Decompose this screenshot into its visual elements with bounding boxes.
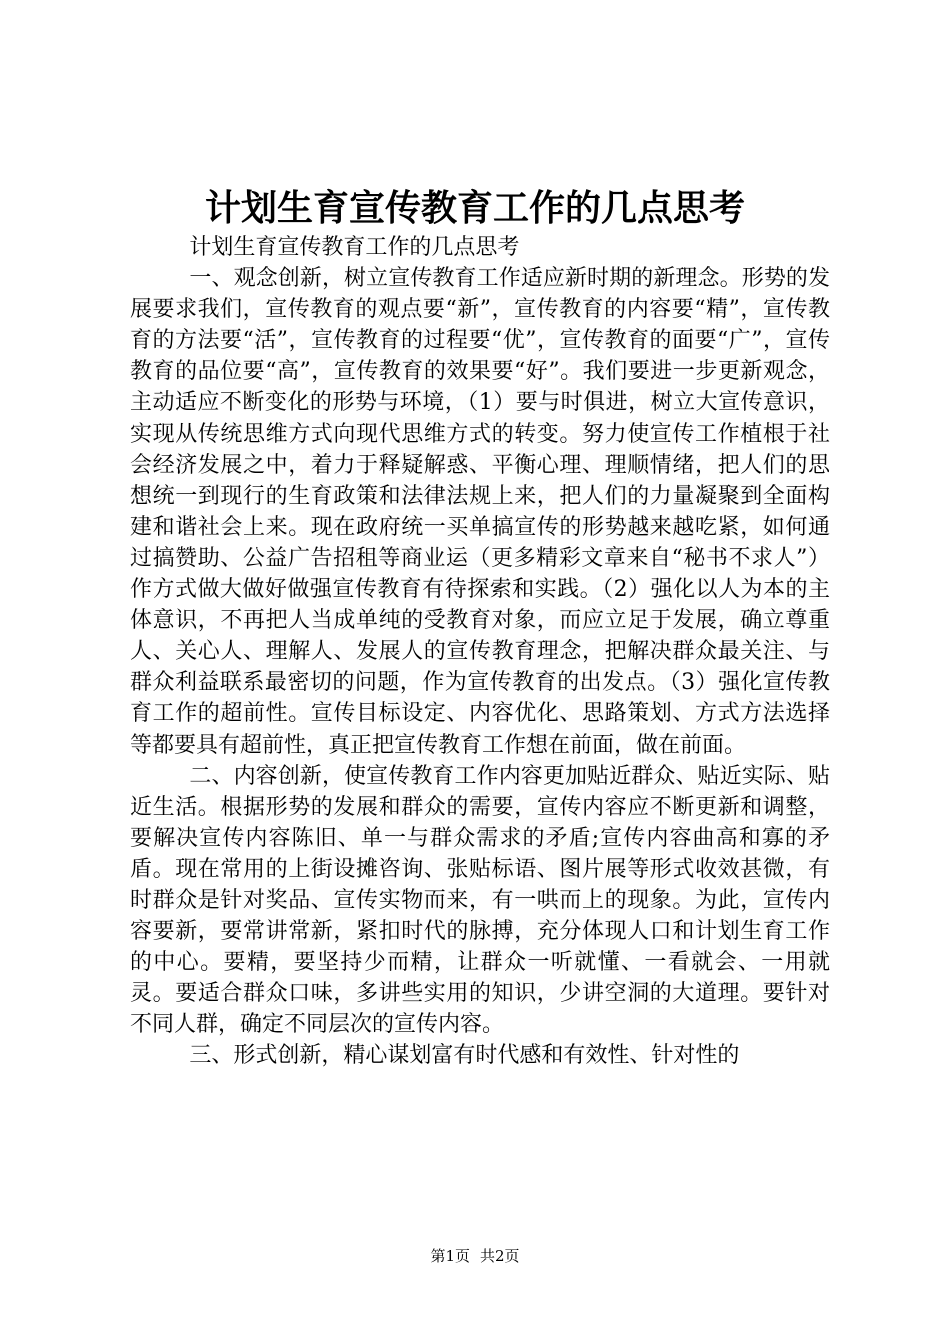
section-2-paragraph: 二、内容创新，使宣传教育工作内容更加贴近群众、贴近实际、贴近生活。根据形势的发展和群众的需要，宣传内容应不断更新和调整，要解决宣传内容陈旧、单一与群众需求的矛盾;宣传内容曲高和寡的矛盾。现在常用的上街设摊咨询、张贴标语、图片展等形式收效甚微，有时群众是针对奖品、宣传实物而来，有一哄而上的现象。为此，宣传内容要新，要常讲常新，紧扣时代的脉搏，充分体现人口和计划生育工作的中心。要精，要坚持少而精，让群众一听就懂、一看就会、一用就灵。要适合群众口味，多讲些实用的知识，少讲空洞的大道理。要针对不同人群，确定不同层次的宣传内容。 bbox=[130, 763, 830, 1038]
document-title: 计划生育宣传教育工作的几点思考 bbox=[204, 187, 745, 229]
section-3-paragraph: 三、形式创新，精心谋划富有时代感和有效性、针对性的 bbox=[189, 1043, 740, 1069]
page-number: 第1页 bbox=[430, 1247, 470, 1265]
document-body bbox=[130, 232, 830, 1072]
subtitle-paragraph: 计划生育宣传教育工作的几点思考 bbox=[189, 235, 520, 260]
page-footer bbox=[0, 1246, 950, 1266]
page-total: 共2页 bbox=[480, 1247, 520, 1265]
section-1-paragraph: 一、观念创新，树立宣传教育工作适应新时期的新理念。形势的发展要求我们，宣传教育的观点要“新”，宣传教育的内容要“精”，宣传教育的方法要“活”，宣传教育的过程要“优”，宣传教育的面要“广”，宣传教育的品位要“高”，宣传教育的效果要“好”。我们要进一步更新观念，主动适应不断变化的形势与环境，（1）要与时俱进，树立大宣传意识，实现从传统思维方式向现代思维方式的转变。努力使宣传工作植根于社会经济发展之中，着力于释疑解惑、平衡心理、理顺情绪，把人们的思想统一到现行的生育政策和法律法规上来，把人们的力量凝聚到全面构建和谐社会上来。现在政府统一买单搞宣传的形势越来越吃紧，如何通过搞赞助、公益广告招租等商业运（更多精彩文章来自“秘书不求人”）作方式做大做好做强宣传教育有待探索和实践。（2）强化以人为本的主体意识，不再把人当成单纯的受教育对象，而应立足于发展，确立尊重人、关心人、理解人、发展人的宣传教育理念，把解决群众最关注、与群众利益联系最密切的问题，作为宣传教育的出发点。（3）强化宣传教育工作的超前性。宣传目标设定、内容优化、思路策划、方式方法选择等都要具有超前性，真正把宣传教育工作想在前面，做在前面。 bbox=[130, 266, 830, 758]
